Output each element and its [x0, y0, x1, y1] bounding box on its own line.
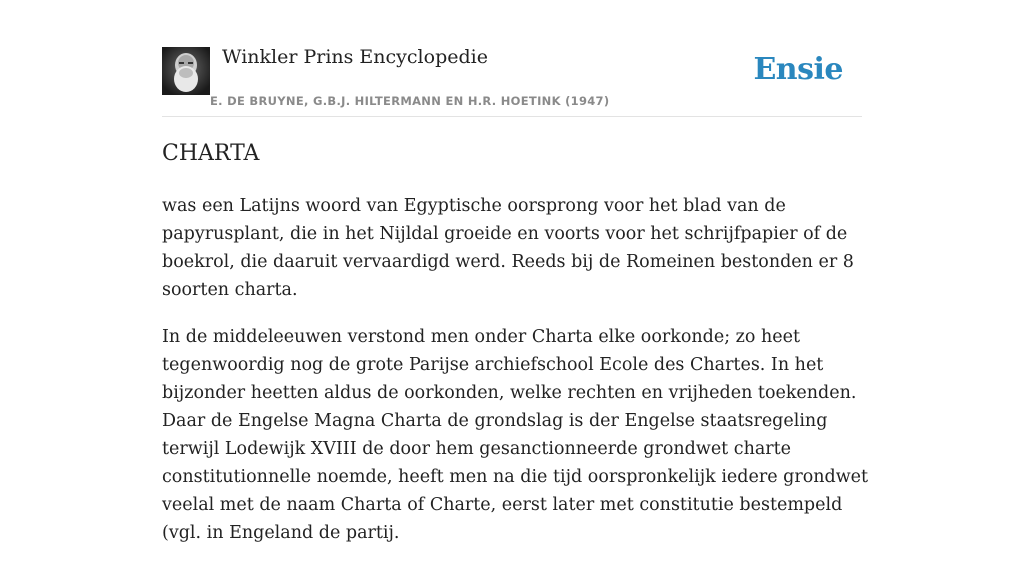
work-title[interactable]: Winkler Prins Encyclopedie [222, 46, 488, 68]
entry-paragraph: was een Latijns woord van Egyptische oorsprong voor het blad van de papyrusplant, die in het Nijldal groeide en voorts voor het schrijfpapier of de boekrol, die daaruit vervaardigd werd. Reeds bij de Romeinen bestonden er 8 soorten charta. [162, 196, 854, 300]
entry-title: CHARTA [162, 141, 260, 166]
brand-logo-link[interactable]: Ensie [753, 52, 843, 87]
header [162, 46, 862, 117]
author-avatar [162, 47, 210, 95]
author-portrait-icon [162, 47, 210, 95]
authors-line: E. DE BRUYNE, G.B.J. HILTERMANN EN H.R. HOETINK (1947) [210, 94, 610, 108]
entry-body [162, 192, 872, 566]
entry-paragraph: In de middeleeuwen verstond men onder Charta elke oorkonde; zo heet tegenwoordig nog de grote Parijse archiefschool Ecole des Chartes. In het bijzonder heetten aldus de oorkonden, welke rechten en vrijheden toekenden. Daar de Engelse Magna Charta de grondslag is der Engelse staatsregeling terwijl Lodewijk XVIII de door hem gesanctionneerde grondwet charte constitutionnelle noemde, heeft men na die tijd oorspronkelijk iedere grondwet veelal met de naam Charta of Charte, eerst later met constitutie bestempeld (vgl. in Engeland de partij. [162, 327, 869, 543]
